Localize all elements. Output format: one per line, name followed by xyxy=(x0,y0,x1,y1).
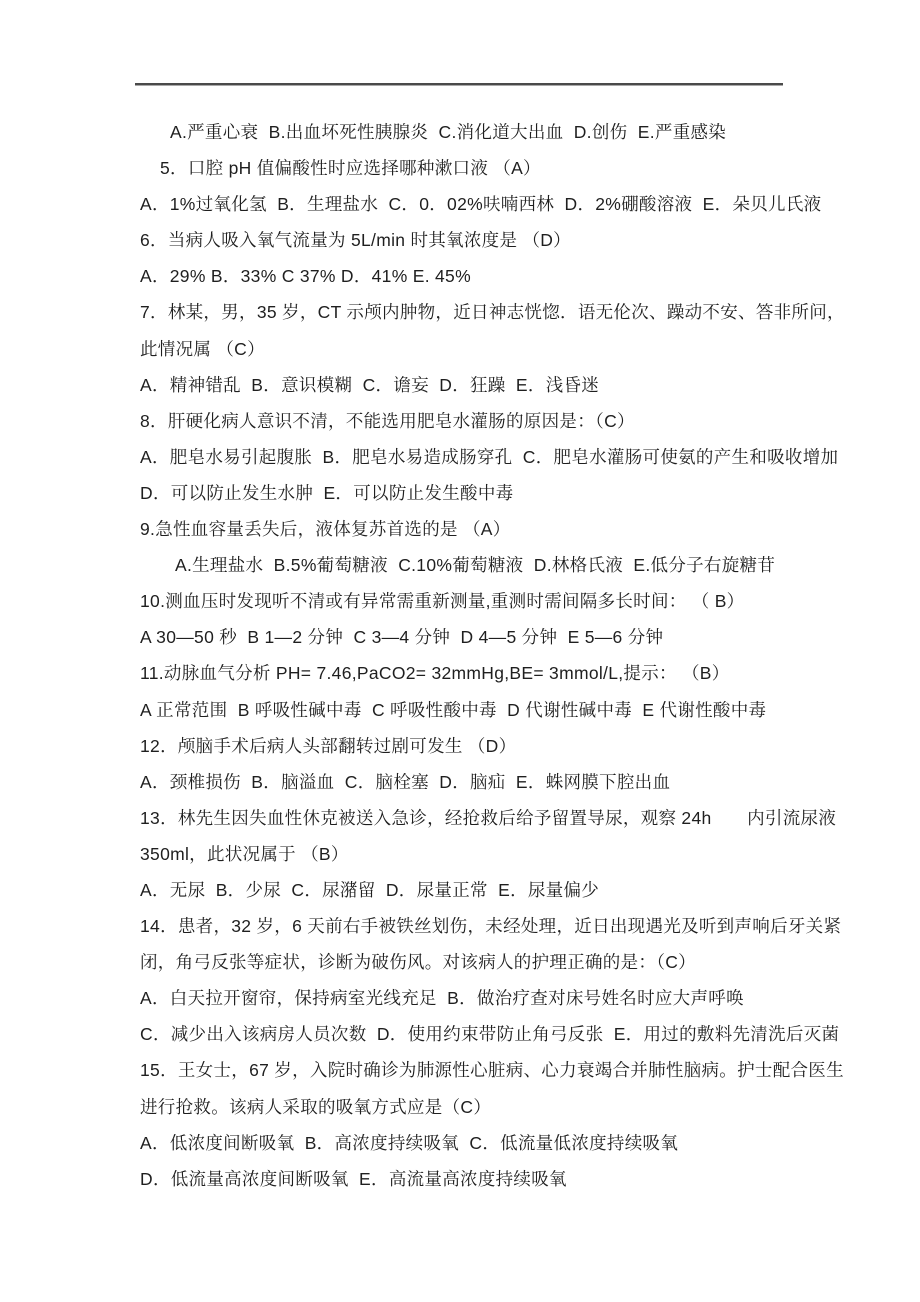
text-line: A．白天拉开窗帘，保持病室光线充足 B．做治疗查对床号姓名时应大声呼唤 xyxy=(140,988,744,1009)
header-rule xyxy=(135,83,783,85)
text-line: 闭，角弓反张等症状，诊断为破伤风。对该病人的护理正确的是：（C） xyxy=(140,952,696,973)
text-line: 此情况属 （C） xyxy=(140,338,265,359)
text-line: 15．王女士，67 岁，入院时确诊为肺源性心脏病、心力衰竭合并肺性脑病。护士配合医生 xyxy=(140,1060,844,1081)
text-line: A．1%过氧化氢 B．生理盐水 C．0．02%呋喃西林 D．2%硼酸溶液 E．朵贝儿氏液 xyxy=(140,194,822,215)
text-line: A 正常范围 B 呼吸性碱中毒 C 呼吸性酸中毒 D 代谢性碱中毒 E 代谢性酸中毒 xyxy=(140,699,767,720)
text-line: 11.动脉血气分析 PH= 7.46,PaCO2= 32mmHg,BE= 3mmol/L,提示： （B） xyxy=(140,663,730,684)
text-line: C．减少出入该病房人员次数 D．使用约束带防止角弓反张 E．用过的敷料先清洗后灭菌 xyxy=(140,1024,840,1045)
text-line: A．无尿 B．少尿 C．尿潴留 D．尿量正常 E．尿量偏少 xyxy=(140,879,600,900)
text-line: 7．林某，男，35 岁，CT 示颅内肿物，近日神志恍惚．语无伦次、躁动不安、答非所问， xyxy=(140,302,845,323)
document-body xyxy=(140,114,845,1197)
text-line: A．精神错乱 B．意识模糊 C．谵妄 D．狂躁 E．浅昏迷 xyxy=(140,374,600,395)
text-line: 350ml，此状况属于 （B） xyxy=(140,843,349,864)
text-line: 8．肝硬化病人意识不清，不能选用肥皂水灌肠的原因是：（C） xyxy=(140,410,635,431)
text-line: 10.测血压时发现听不清或有异常需重新测量,重测时需间隔多长时间： （ B） xyxy=(140,591,745,612)
text-line: 进行抢救。该病人采取的吸氧方式应是（C） xyxy=(140,1096,492,1117)
text-line: A.严重心衰 B.出血坏死性胰腺炎 C.消化道大出血 D.创伤 E.严重感染 xyxy=(170,122,727,142)
text-line: 12．颅脑手术后病人头部翻转过剧可发生 （D） xyxy=(140,735,517,756)
text-line: 5．口腔 pH 值偏酸性时应选择哪种漱口液 （A） xyxy=(160,158,541,179)
text-line: 13．林先生因失血性休克被送入急诊，经抢救后给予留置导尿，观察 24h 内引流尿液 xyxy=(140,807,837,828)
text-line: A．29% B．33% C 37% D．41% E. 45% xyxy=(140,266,471,287)
text-line: A．低浓度间断吸氧 B．高浓度持续吸氧 C．低流量低浓度持续吸氧 xyxy=(140,1132,679,1153)
text-line: A 30—50 秒 B 1—2 分钟 C 3—4 分钟 D 4—5 分钟 E 5—6 分钟 xyxy=(140,627,664,648)
text-line: D．可以防止发生水肿 E．可以防止发生酸中毒 xyxy=(140,482,514,503)
text-line: D．低流量高浓度间断吸氧 E．高流量高浓度持续吸氧 xyxy=(140,1168,567,1189)
text-line: 9.急性血容量丢失后，液体复苏首选的是 （A） xyxy=(140,519,511,540)
text-line: 14．患者，32 岁，6 天前右手被铁丝划伤，未经处理，近日出现遇光及听到声响后牙关紧 xyxy=(140,916,842,937)
text-line: A．颈椎损伤 B．脑溢血 C．脑栓塞 D．脑疝 E．蛛网膜下腔出血 xyxy=(140,771,671,792)
text-line: 6．当病人吸入氧气流量为 5L/min 时其氧浓度是 （D） xyxy=(140,230,571,251)
text-line: A．肥皂水易引起腹胀 B．肥皂水易造成肠穿孔 C．肥皂水灌肠可使氨的产生和吸收增加 xyxy=(140,446,839,467)
text-line: A.生理盐水 B.5%葡萄糖液 C.10%葡萄糖液 D.林格氏液 E.低分子右旋糖苷 xyxy=(175,555,776,576)
